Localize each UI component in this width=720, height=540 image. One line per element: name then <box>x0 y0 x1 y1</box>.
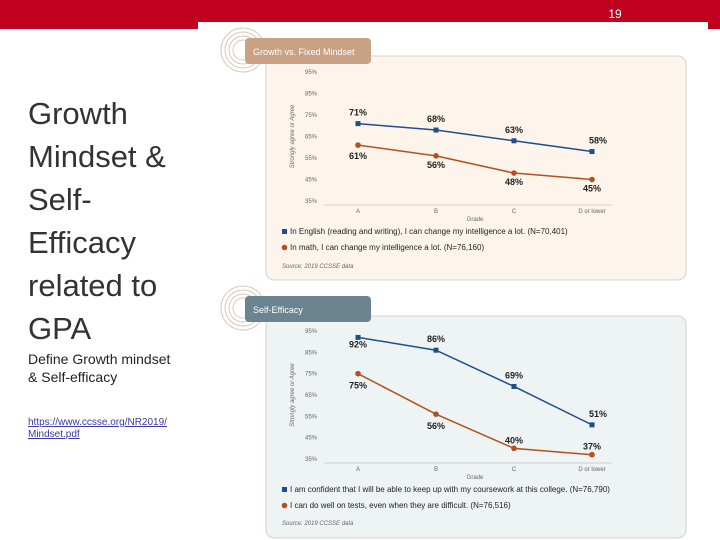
x-tick-label: D or lower <box>578 209 606 215</box>
y-tick-label: 55% <box>304 156 317 162</box>
data-point <box>433 153 439 159</box>
x-tick-label: C <box>511 209 517 215</box>
data-label: 63% <box>504 124 524 135</box>
x-tick-label: B <box>433 209 439 215</box>
data-label: 71% <box>348 107 368 118</box>
x-axis-label: Grade <box>466 217 484 223</box>
data-point <box>512 138 517 143</box>
y-tick-label: 65% <box>304 134 317 141</box>
legend-label: I am confident that I will be able to keep up with my coursework at this college. (N=76,790) <box>290 485 610 494</box>
legend-marker <box>282 229 287 234</box>
data-label: 56% <box>426 421 446 432</box>
data-point <box>356 121 361 126</box>
y-tick-label: 95% <box>304 70 317 76</box>
data-label: 37% <box>582 441 602 452</box>
y-tick-label: 75% <box>304 371 317 378</box>
y-tick-label: 95% <box>304 329 317 335</box>
data-point <box>355 142 361 148</box>
data-label: 48% <box>504 177 524 188</box>
legend-marker <box>282 503 288 509</box>
y-tick-label: 85% <box>304 91 317 98</box>
x-tick-label: A <box>355 209 361 215</box>
data-label: 61% <box>348 151 368 162</box>
data-point <box>433 411 439 417</box>
chart-header-title: Growth vs. Fixed Mindset <box>253 47 355 57</box>
x-tick-label: A <box>355 467 361 473</box>
legend-marker <box>282 487 287 492</box>
data-point <box>512 384 517 389</box>
chart-header-title: Self-Efficacy <box>253 305 303 315</box>
legend-label: I can do well on tests, even when they are difficult. (N=76,516) <box>290 501 511 510</box>
chart-source: Source: 2019 CCSSE data <box>282 521 354 527</box>
data-label: 56% <box>426 159 446 170</box>
data-point <box>434 128 439 133</box>
slide-title: Growth Mindset & Self-Efficacy related to GPA <box>28 96 166 346</box>
y-tick-label: 75% <box>304 113 317 119</box>
x-tick-label: D or lower <box>578 467 606 473</box>
data-point <box>590 149 595 154</box>
data-label: 75% <box>348 380 368 391</box>
data-label: 58% <box>588 135 608 146</box>
y-tick-label: 65% <box>304 393 317 399</box>
y-tick-label: 45% <box>304 177 317 184</box>
data-point <box>511 170 517 176</box>
legend-label: In English (reading and writing), I can change my intelligence a lot. (N=70,401) <box>290 227 568 236</box>
slide-subtitle: Define Growth mindset & Self-efficacy <box>28 351 171 385</box>
x-tick-label: C <box>511 467 517 473</box>
chart-source: Source: 2019 CCSSE data <box>282 264 354 270</box>
y-tick-label: 35% <box>304 457 317 463</box>
data-point <box>355 371 361 377</box>
data-label: 86% <box>426 334 446 345</box>
source-link[interactable]: https://www.ccsse.org/NR2019/Mindset.pdf <box>28 417 167 440</box>
y-tick-label: 45% <box>304 435 317 442</box>
y-axis-label: Strongly agree or Agree <box>290 104 296 169</box>
data-label: 68% <box>426 114 446 125</box>
data-label: 40% <box>504 435 524 446</box>
data-label: 51% <box>588 408 608 419</box>
legend-label: In math, I can change my intelligence a lot. (N=76,160) <box>290 243 485 252</box>
data-point <box>434 348 439 353</box>
legend-marker <box>282 245 288 251</box>
y-tick-label: 35% <box>304 199 317 205</box>
data-point <box>589 452 595 458</box>
data-label: 92% <box>348 339 368 350</box>
data-point <box>589 177 595 183</box>
x-tick-label: B <box>433 467 439 473</box>
data-label: 45% <box>582 183 602 194</box>
x-axis-label: Grade <box>466 475 484 481</box>
y-tick-label: 85% <box>304 350 317 357</box>
y-tick-label: 55% <box>304 414 317 421</box>
slide-number: 19 <box>608 7 622 21</box>
data-point <box>590 422 595 427</box>
y-axis-label: Strongly agree or Agree <box>290 363 296 427</box>
data-point <box>511 446 517 452</box>
data-label: 69% <box>504 370 524 381</box>
